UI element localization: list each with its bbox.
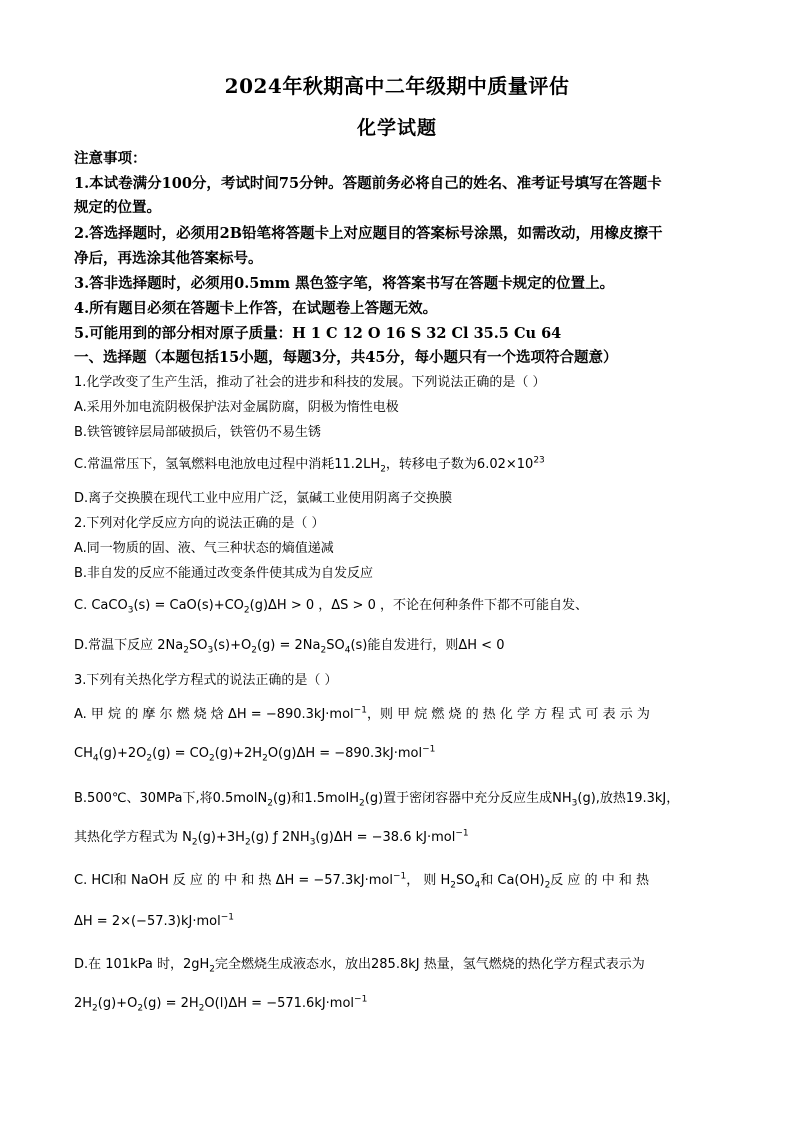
note-2a: 2.答选择题时，必须用2B铅笔将答题卡上对应题目的答案标号涂黑，如需改动，用橡皮擦干 [74,225,663,242]
note-2b: 净后，再选涂其他答案标号。 [74,250,263,267]
q3-option-b-line2: 其热化学方程式为 $N_2(g)+3H_2(g)$ ƒ $2NH_3(g)\Delta H = -38.6$ kJ·mol$^{-1}$ [74,828,469,848]
q2-stem: 2.下列对化学反应方向的说法正确的是（ ） [74,516,325,531]
q1-option-c: C.常温常压下，氢氧燃料电池放电过程中消耗$11.2LH_2$，转移电子数为$6.02\times 10^{23}$ [74,455,545,475]
q3-stem: 3.下列有关热化学方程式的说法正确的是（ ） [74,673,338,688]
q2-option-a: A.同一物质的固、液、气三种状态的熵值递减 [74,541,334,556]
q2-option-d: D.常温下反应 $2Na_2SO_3(s)+O_2(g) = 2Na_2SO_4(s)$能自发进行，则ΔH < 0 [74,638,505,656]
q3-option-a-line1: A. 甲 烷 的 摩 尔 燃 烧 焓 ΔH = −890.3kJ·mol$^{-1}$，则 甲 烷 燃 烧 的 热 化 学 方 程 式 可 表 示 为 [74,705,650,722]
q3-option-d-line2: $2H_2(g)+O_2(g) = 2H_2O(l)\Delta H = -571.6kJ\cdot mol^{-1}$ [74,994,368,1014]
q3-option-b-line1: B.500℃、30MPa下,将0.5molN$_2$(g)和1.5molH$_2$(g)置于密闭容器中充分反应生成$NH_3(g)$,放热19.3kJ， [74,791,680,809]
q1-option-a: A.采用外加电流阴极保护法对金属防腐，阴极为惰性电极 [74,400,399,415]
note-3: 3.答非选择题时，必须用0.5mm 黑色签字笔，将答案书写在答题卡规定的位置上。 [74,275,615,292]
note-1a: 1.本试卷满分100分，考试时间75分钟。答题前务必将自己的姓名、准考证号填写在答题卡 [74,175,662,192]
q2-option-b: B.非自发的反应不能通过改变条件使其成为自发反应 [74,566,374,581]
exam-subject: 化学试题 [356,117,437,139]
q3-option-c-line2: ΔH = 2×(−57.3)kJ·mol$^{-1}$ [74,912,234,929]
note-1b: 规定的位置。 [74,199,161,216]
q3-option-c-line1: C. HCl和 NaOH 反 应 的 中 和 热 ΔH = −57.3kJ·mol$^{-1}$， 则 $H_2SO_4$和 $Ca(OH)_2$反 应 的 中 和 热 [74,871,649,891]
notes-heading: 注意事项： [74,150,147,167]
section-heading: 一、选择题（本题包括15小题，每题3分，共45分，每小题只有一个选项符合题意） [74,349,618,366]
q3-option-d-line1: D.在 101kPa 时，$2gH_2$完全燃烧生成液态水，放出285.8kJ 热量，氢气燃烧的热化学方程式表示为 [74,957,645,975]
q1-stem: 1.化学改变了生产生活，推动了社会的进步和科技的发展。下列说法正确的是（ ） [74,375,546,390]
note-4: 4.所有题目必须在答题卡上作答，在试题卷上答题无效。 [74,300,438,317]
q1-option-b: B.铁管镀锌层局部破损后，铁管仍不易生锈 [74,425,322,440]
q2-option-c: C. CaCO$_3$(s) = $CaO(s)+CO_2(g)\Delta H > 0$ ，ΔS > 0 ，不论在何种条件下都不可能自发、 [74,598,588,616]
exam-title: 2024年秋期高中二年级期中质量评估 [224,74,570,98]
note-5: 5.可能用到的部分相对原子质量：H 1 C 12 O 16 S 32 Cl 35.5 Cu 64 [74,325,562,342]
q3-option-a-line2: $CH_4(g)+2O_2(g) = CO_2(g)+2H_2O(g)\Delta H = -890.3kJ\cdot mol^{-1}$ [74,744,436,764]
q1-option-d: D.离子交换膜在现代工业中应用广泛，氯碱工业使用阴离子交换膜 [74,491,453,506]
